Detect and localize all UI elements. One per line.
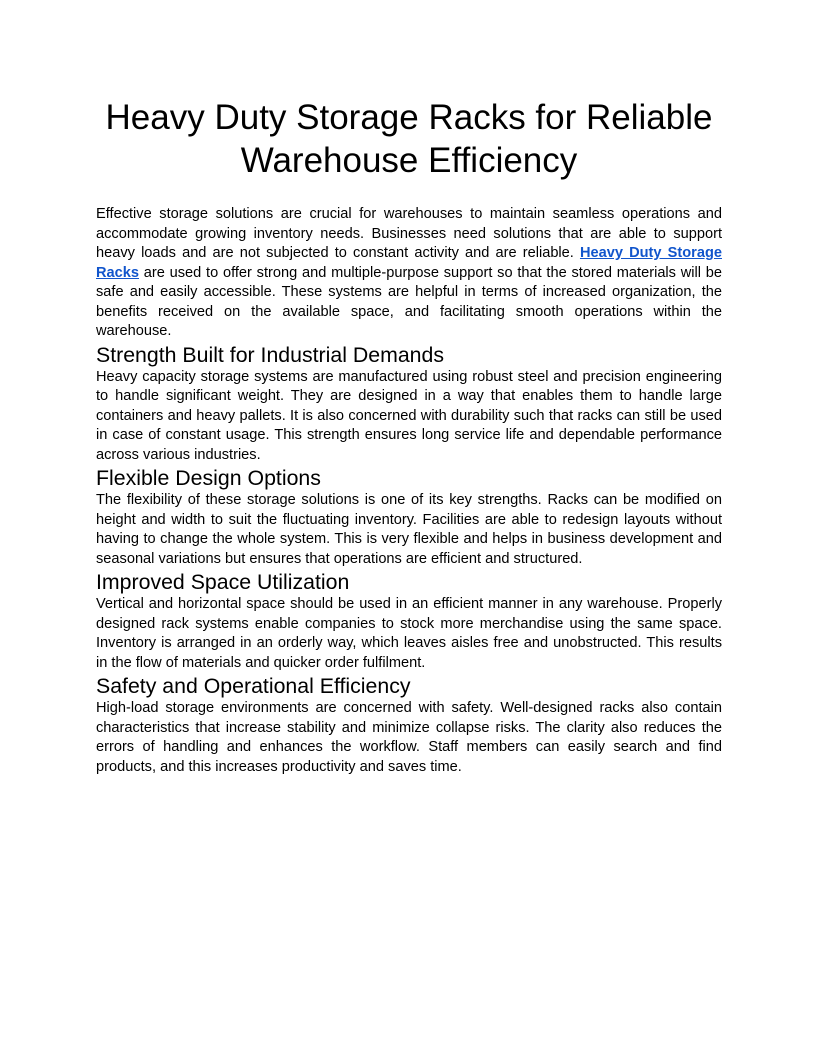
section-body-space-utilization: Vertical and horizontal space should be used in an efficient manner in any warehouse. Properly designed rack systems enable companies to stock more merchandise using the same space. Inventory is arranged in an orderly way, which leaves aisles free and unobstructed. This results in the flow of materials and quicker order fulfilment. [96, 596, 722, 671]
intro-text-after-link: are used to offer strong and multiple-purpose support so that the stored materials will be safe and easily accessible. These systems are helpful in terms of increased organization, the benefits received on the available space, and facilitating smooth operations within the warehouse. [96, 264, 722, 339]
intro-paragraph [96, 205, 722, 342]
intro-text-before-link: Effective storage solutions are crucial for warehouses to maintain seamless operations and accommodate growing inventory needs. Businesses need solutions that are able to support heavy loads and are not subjected to constant activity and are reliable. [96, 206, 722, 261]
section-heading-strength: Strength Built for Industrial Demands [96, 342, 445, 367]
document-page [96, 96, 722, 777]
section-heading-safety: Safety and Operational Efficiency [96, 674, 411, 698]
heavy-duty-storage-racks-link[interactable]: Heavy Duty Storage Racks [96, 245, 722, 281]
section-heading-flexible-design: Flexible Design Options [96, 466, 321, 490]
page-title: Heavy Duty Storage Racks for Reliable Warehouse Efficiency [105, 98, 713, 180]
section-body-flexible-design: The flexibility of these storage solutions is one of its key strengths. Racks can be modified on height and width to suit the fluctuating inventory. Facilities are able to redesign layouts without having to change the whole system. This is very flexible and helps in business development and seasonal variations but ensures that operations are efficient and structured. [96, 492, 722, 567]
section-heading-space-utilization: Improved Space Utilization [96, 570, 350, 594]
section-body-safety: High-load storage environments are concerned with safety. Well-designed racks also contain characteristics that increase stability and minimize collapse risks. The clarity also reduces the errors of handling and enhances the workflow. Staff members can easily search and find products, and this increases productivity and saves time. [96, 700, 722, 775]
section-body-strength: Heavy capacity storage systems are manufactured using robust steel and precision engineering to handle significant weight. They are designed in a way that enables them to handle large containers and heavy pallets. It is also concerned with durability such that racks can still be used in case of constant usage. This strength ensures long service life and dependable performance across various industries. [96, 368, 722, 463]
